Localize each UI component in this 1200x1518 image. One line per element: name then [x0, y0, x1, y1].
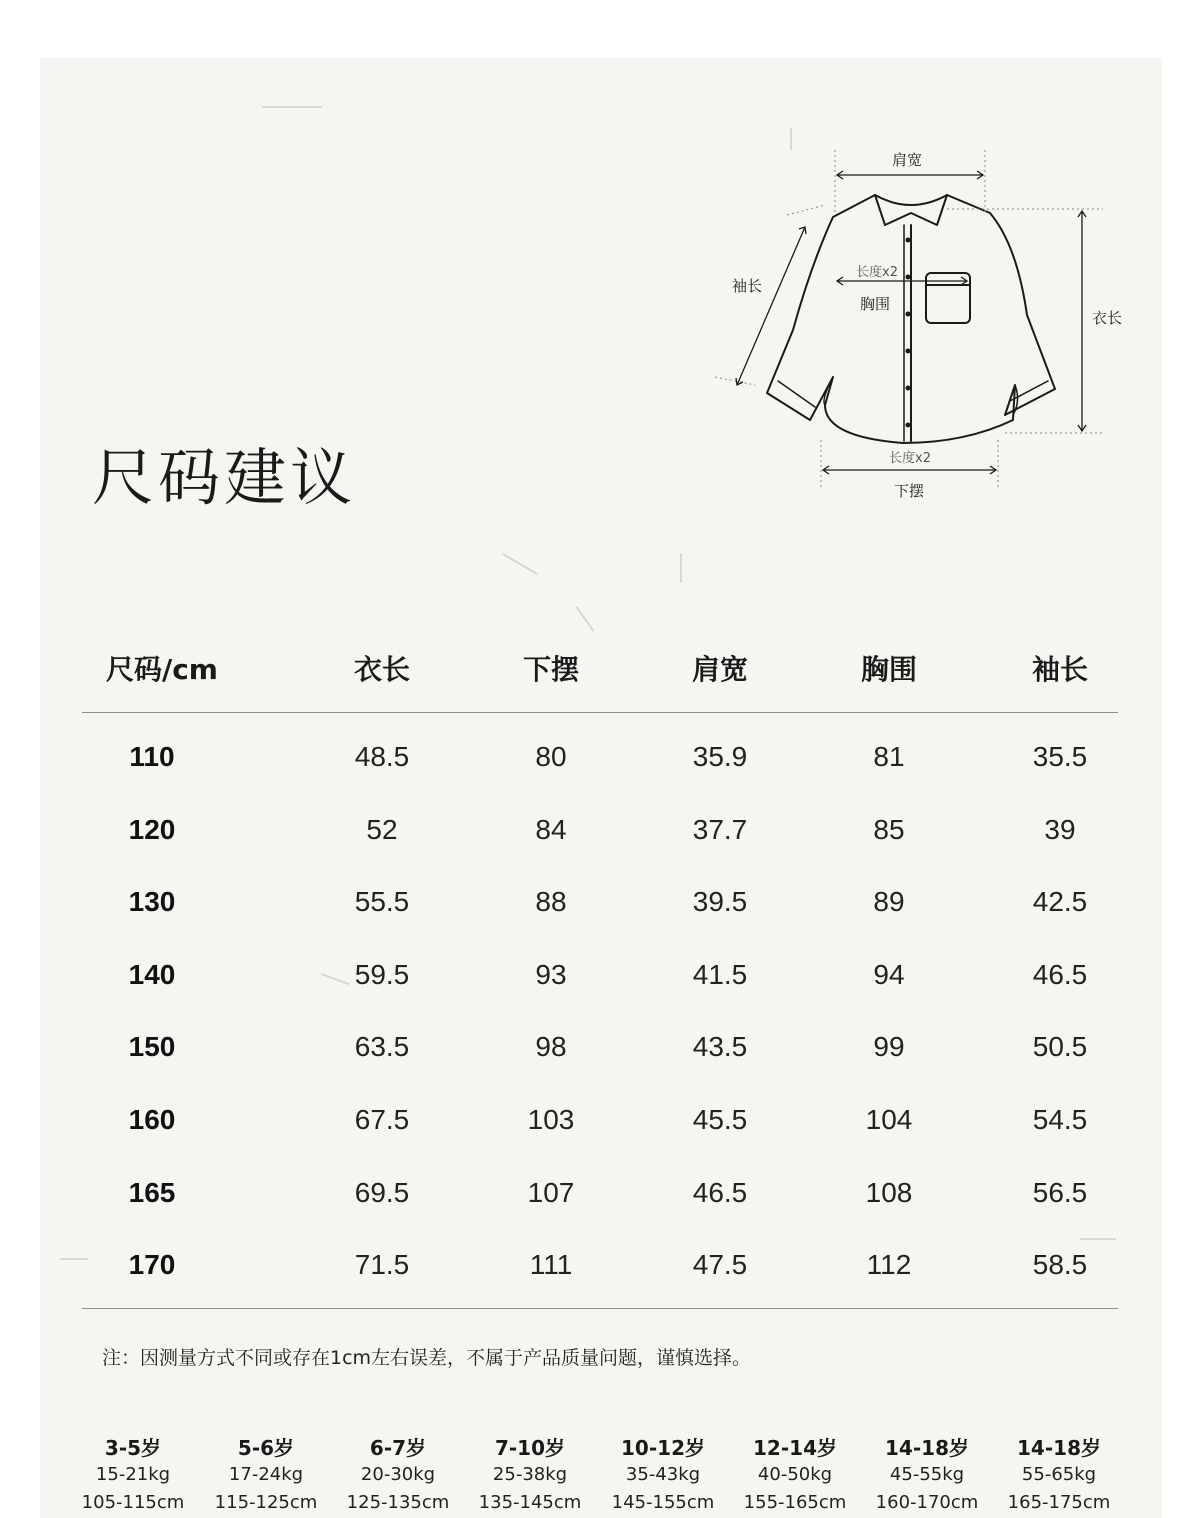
age-guide-item	[333, 1432, 463, 1513]
measurement-cell: 107	[527, 1176, 575, 1208]
size-cell: 160	[128, 1104, 176, 1135]
height-range: 135-145cm	[478, 1492, 582, 1513]
height-range: 105-115cm	[81, 1492, 185, 1513]
header-hem: 下摆	[522, 653, 579, 686]
page-title: 尺码建议	[92, 441, 357, 514]
weight-range: 15-21kg	[95, 1464, 171, 1485]
header-sleeve: 袖长	[1031, 653, 1088, 686]
measurement-cell: 52	[366, 813, 398, 845]
age-label: 5-6岁	[237, 1436, 295, 1460]
paper-fleck	[680, 553, 682, 583]
measurement-cell: 37.7	[692, 813, 748, 845]
size-cell: 150	[128, 1031, 176, 1063]
chest-label: 胸围	[860, 295, 891, 313]
measurement-cell: 46.5	[692, 1176, 748, 1208]
shoulder-width-label: 肩宽	[892, 151, 923, 169]
age-label: 14-18岁	[1017, 1436, 1101, 1460]
measurement-cell: 89	[873, 886, 905, 918]
table-row	[82, 959, 1118, 1031]
weight-range: 55-65kg	[1021, 1464, 1097, 1485]
age-guide-item	[598, 1432, 728, 1513]
measurement-cell: 35.5	[1032, 741, 1088, 772]
weight-range: 40-50kg	[757, 1464, 833, 1485]
age-label: 6-7岁	[369, 1436, 427, 1460]
measurement-cell: 111	[529, 1249, 573, 1281]
age-guide-item	[68, 1432, 198, 1513]
measurement-cell: 35.9	[692, 741, 748, 772]
measurement-cell: 63.5	[354, 1031, 410, 1063]
weight-range: 25-38kg	[492, 1464, 568, 1485]
weight-range: 45-55kg	[889, 1464, 965, 1485]
measurement-cell: 99	[873, 1031, 905, 1063]
age-guide-item	[730, 1432, 860, 1513]
measurement-cell: 98	[535, 1031, 567, 1063]
height-range: 160-170cm	[875, 1492, 979, 1513]
height-range: 165-175cm	[1007, 1492, 1111, 1513]
measurement-cell: 81	[873, 741, 905, 772]
header-shoulder: 肩宽	[691, 653, 748, 686]
sleeve-length-label: 袖长	[732, 277, 763, 295]
age-label: 3-5岁	[104, 1436, 162, 1460]
table-row	[82, 1249, 1118, 1321]
measurement-cell: 108	[865, 1176, 913, 1208]
measurement-cell: 58.5	[1032, 1249, 1088, 1281]
size-cell: 110	[129, 741, 175, 772]
header-chest: 胸围	[860, 653, 917, 686]
age-label: 10-12岁	[621, 1436, 705, 1460]
table-body	[82, 713, 1118, 1309]
height-range: 155-165cm	[743, 1492, 847, 1513]
measurement-cell: 59.5	[354, 958, 410, 990]
table-row	[82, 1031, 1118, 1103]
measurement-cell: 104	[865, 1104, 913, 1135]
measurement-cell: 56.5	[1032, 1176, 1088, 1208]
table-row	[82, 1104, 1118, 1176]
table-row	[82, 886, 1118, 958]
measurement-cell: 112	[866, 1249, 912, 1281]
measurement-cell: 84	[535, 813, 567, 845]
measurement-cell: 39	[1044, 813, 1076, 845]
size-cell: 165	[128, 1176, 176, 1208]
age-label: 7-10岁	[494, 1436, 566, 1460]
measurement-cell: 67.5	[354, 1104, 410, 1135]
size-cell: 130	[128, 886, 176, 918]
measurement-cell: 47.5	[692, 1249, 748, 1281]
chest-note-label: 长度x2	[856, 265, 898, 280]
age-guide-item	[994, 1432, 1124, 1513]
measurement-cell: 93	[535, 958, 567, 990]
measurement-cell: 48.5	[354, 741, 410, 772]
table-header	[82, 620, 1118, 713]
table-row	[82, 1177, 1118, 1249]
size-cell: 120	[128, 813, 176, 845]
paper-fleck	[262, 106, 322, 108]
measurement-cell: 42.5	[1032, 886, 1088, 918]
hem-note-label: 长度x2	[889, 451, 931, 466]
measurement-cell: 85	[873, 813, 905, 845]
measurement-cell: 50.5	[1032, 1031, 1088, 1063]
height-range: 145-155cm	[611, 1492, 715, 1513]
header-size: 尺码/cm	[105, 653, 218, 686]
height-range: 125-135cm	[346, 1492, 450, 1513]
measurement-cell: 94	[873, 958, 905, 990]
shirt-measurement-diagram	[715, 145, 1135, 505]
body-length-label: 衣长	[1092, 309, 1123, 327]
measurement-cell: 46.5	[1032, 958, 1088, 990]
measurement-cell: 45.5	[692, 1104, 748, 1135]
size-cell: 140	[128, 958, 176, 990]
measurement-cell: 54.5	[1032, 1104, 1088, 1135]
measurement-note: 注：因测量方式不同或存在1cm左右误差，不属于产品质量问题，谨慎选择。	[102, 1347, 752, 1369]
measurement-cell: 55.5	[354, 886, 410, 918]
table-row	[82, 814, 1118, 886]
age-label: 12-14岁	[753, 1436, 837, 1460]
hem-label: 下摆	[894, 482, 925, 500]
measurement-cell: 39.5	[692, 886, 748, 918]
measurement-cell: 69.5	[354, 1176, 410, 1208]
height-range: 115-125cm	[214, 1492, 318, 1513]
paper-fleck	[502, 553, 538, 575]
table-row	[82, 741, 1118, 813]
header-length: 衣长	[353, 653, 410, 686]
size-table	[82, 620, 1118, 1309]
measurement-cell: 41.5	[692, 958, 748, 990]
age-guide-item	[201, 1432, 331, 1513]
measurement-cell: 80	[535, 741, 567, 772]
age-label: 14-18岁	[885, 1436, 969, 1460]
weight-range: 20-30kg	[360, 1464, 436, 1485]
age-guide-item	[862, 1432, 992, 1513]
measurement-cell: 103	[527, 1104, 575, 1135]
measurement-cell: 43.5	[692, 1031, 748, 1063]
weight-range: 17-24kg	[228, 1464, 304, 1485]
size-cell: 170	[128, 1249, 176, 1281]
weight-range: 35-43kg	[625, 1464, 701, 1485]
measurement-cell: 88	[535, 886, 567, 918]
age-guide-item	[465, 1432, 595, 1513]
measurement-cell: 71.5	[354, 1249, 410, 1281]
